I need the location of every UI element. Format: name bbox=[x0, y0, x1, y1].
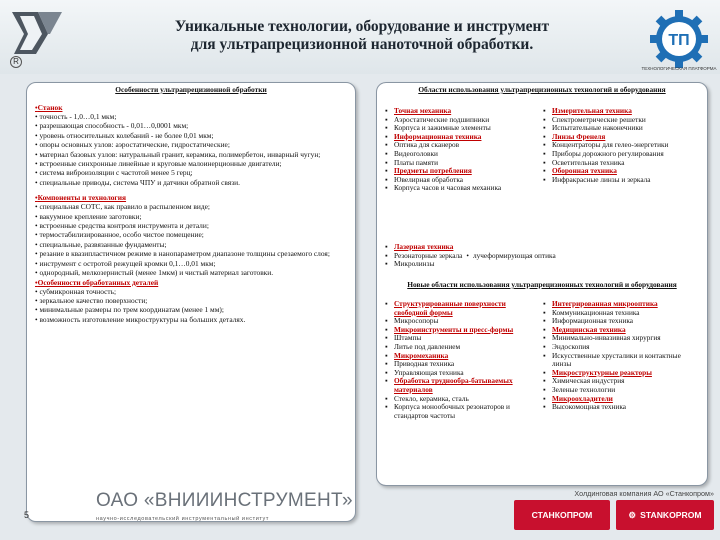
org-subtitle: научно-исследовательский инструментальный институт bbox=[96, 516, 270, 522]
list-item: • материал базовых узлов: натуральный гранит, керамика, полимербетон, инварный чугун; bbox=[35, 149, 321, 159]
list-item: ▪ Корпуса и зажимные элементы bbox=[385, 123, 491, 133]
list-item-text: Микролинзы bbox=[394, 259, 435, 269]
list-item: ▪ Спектрометрические решетки bbox=[543, 114, 646, 124]
list-item-text: Измерительная техника bbox=[552, 106, 632, 115]
list-item: ▪ Предметы потребления bbox=[385, 166, 472, 176]
list-item: • разрешающая способность - 0,01…0,0001 мкм; bbox=[35, 121, 189, 131]
list-item: ▪ Микролинзы bbox=[385, 259, 435, 269]
laser-section bbox=[385, 243, 695, 269]
stankoprom-latin-logo bbox=[616, 500, 714, 530]
list-item: ▪ Оборонная техника bbox=[543, 166, 617, 176]
gear-icon: ⚙ bbox=[628, 509, 637, 520]
list-item-text: Точная механика bbox=[394, 106, 452, 115]
list-item-text: Высокомощная техника bbox=[552, 402, 627, 412]
list-item: • опоры основных узлов: аэростатические, гидростатические; bbox=[35, 140, 230, 150]
brand-text-latin: STANKOPROM bbox=[640, 510, 702, 520]
list-item: ▪ Корпуса часов и часовая механика bbox=[385, 183, 502, 193]
list-item: ▪ Аэростатические подшипники bbox=[385, 114, 490, 124]
list-item-text: Микроструктурные реакторы bbox=[552, 367, 652, 377]
list-item-text: Интегрированная микрооптика bbox=[552, 299, 658, 308]
list-item-text: Обработка труднообра-батываемых материалов bbox=[394, 376, 513, 394]
stankoprom-cyrillic-logo bbox=[514, 500, 610, 530]
list-item: ▪ Приводная техника bbox=[385, 359, 455, 369]
list-item: • термостабилизированное, особо чистое помещение; bbox=[35, 230, 204, 240]
list-item-text: Минимально-инвазивная хирургия bbox=[552, 333, 661, 343]
list-item-text: термостабилизированное, особо чистое помещение; bbox=[39, 230, 204, 240]
list-item-text: Резонаторные зеркала bbox=[394, 250, 463, 260]
list-item: ▪ Микросопоры bbox=[385, 316, 439, 326]
list-item: • специальная СОТС, как правило в распыленном виде; bbox=[35, 202, 210, 212]
list-item: ▪ Видеоголовки bbox=[385, 148, 438, 158]
list-item: • точность - 1,0…0,1 мкм; bbox=[35, 112, 117, 121]
list-item: • возможность изготовление микроструктуры на больших деталях. bbox=[35, 314, 246, 324]
registered-mark-icon: R bbox=[10, 56, 22, 68]
section-heading-text: Компоненты и технология bbox=[37, 193, 127, 203]
title-line-2: для ультрапрецизионной наноточной обработки. bbox=[190, 36, 534, 53]
new-applications-column-1 bbox=[385, 300, 535, 420]
list-item-text: Испытательные наконечники bbox=[552, 123, 643, 133]
list-item: • однородный, мелкозернистый (менее 1мкм) и чистый материал заготовки. bbox=[35, 268, 274, 278]
list-item: ▪ Эндоскопия bbox=[543, 341, 590, 351]
list-item-text: Коммуникационная техника bbox=[552, 307, 640, 317]
list-item: ▪ Резонаторные зеркала • лучеформирующая оптика bbox=[385, 250, 556, 260]
org-name: ОАО «ВНИИИНСТРУМЕНТ» bbox=[96, 490, 353, 511]
list-item-text: Корпуса и зажимные элементы bbox=[394, 123, 491, 133]
list-item-text: Осветительная техника bbox=[552, 157, 625, 167]
list-item-text: Медицинская техника bbox=[552, 324, 626, 334]
section-heading-text: Станок bbox=[37, 103, 63, 112]
list-item: ▪ Информационная техника bbox=[385, 131, 482, 141]
list-item-text: Информационная техника bbox=[552, 316, 634, 326]
list-item-text: материал базовых узлов: натуральный гранит, керамика, полимербетон, инварный чугун; bbox=[39, 149, 321, 159]
list-item-text: система виброизоляции с частотой менее 5 герц; bbox=[39, 168, 193, 178]
list-item: ▪ Концентраторы для гелео-энергетики bbox=[543, 140, 669, 150]
list-item: • специальные, развязанные фундаменты; bbox=[35, 239, 167, 249]
list-item-text: Приборы дорожного регулирования bbox=[552, 148, 664, 158]
list-item: ▪ Стекло, керамика, сталь bbox=[385, 393, 469, 403]
list-item: • вакуумное крепление заготовки; bbox=[35, 211, 142, 221]
list-item: • субмикронная точность; bbox=[35, 286, 117, 296]
section-heading-components: •Компоненты и технология bbox=[35, 193, 127, 203]
list-item: ▪ Приборы дорожного регулирования bbox=[543, 148, 664, 158]
list-item: ▪ Минимально-инвазивная хирургия bbox=[543, 333, 661, 343]
list-item-text: вакуумное крепление заготовки; bbox=[39, 211, 142, 221]
list-item-text: опоры основных узлов: аэростатические, гидростатические; bbox=[39, 140, 230, 150]
list-item-text: Стекло, керамика, сталь bbox=[394, 393, 469, 403]
list-item-text: Информационная техника bbox=[394, 131, 482, 141]
list-item: • минимальные размеры по трем координатам (менее 1 мм); bbox=[35, 305, 224, 315]
list-item-text: Литье под давлением bbox=[394, 341, 461, 351]
brand-text-cyrillic: СТАНКОПРОМ bbox=[531, 510, 593, 520]
list-item-text: разрешающая способность - 0,01…0,0001 мкм; bbox=[39, 121, 189, 131]
list-item: • уровень относительных колебаний - не более 0,01 мкм; bbox=[35, 130, 214, 140]
list-item: ▪ Зеленые технологии bbox=[543, 384, 616, 394]
list-item: ▪ Ювелирная обработка bbox=[385, 174, 464, 184]
list-item-text: зеркальное качество поверхности; bbox=[39, 295, 148, 305]
list-item: ▪ Лазерная техника bbox=[385, 242, 454, 251]
list-item-text: специальные, развязанные фундаменты; bbox=[39, 239, 167, 249]
list-item-text: Линзы Френеля bbox=[552, 131, 606, 141]
list-item: • встроенные синхронные линейные и круговые малоинерционные двигатели; bbox=[35, 159, 282, 169]
list-item-text: Лазерная техника bbox=[394, 242, 454, 251]
list-item: ▪ Оптика для сканеров bbox=[385, 140, 460, 150]
list-item: • резание в квазипластичном режиме в нанопараметром диапазоне толщины срезаемого слоя; bbox=[35, 249, 330, 259]
list-item: • специальные приводы, система ЧПУ и датчики обратной связи. bbox=[35, 177, 240, 187]
applications-column-2 bbox=[543, 107, 699, 184]
list-item: ▪ Инфракрасные линзы и зеркала bbox=[543, 174, 651, 184]
list-item-text: Зеленые технологии bbox=[552, 384, 616, 394]
list-item: ▪ Информационная техника bbox=[543, 316, 634, 326]
section-heading-text: Особенности обработанных деталей bbox=[37, 277, 159, 287]
list-item: • система виброизоляции с частотой менее 5 герц; bbox=[35, 168, 193, 178]
list-item-text: Оборонная техника bbox=[552, 166, 617, 176]
list-item-text: Штампы bbox=[394, 333, 422, 343]
list-item: ▪ Штампы bbox=[385, 333, 422, 343]
tp-logo-subtitle: ТЕХНОЛОГИЧЕСКАЯ ПЛАТФОРМА bbox=[641, 66, 717, 71]
list-item: ▪ Медицинская техника bbox=[543, 324, 626, 334]
list-item-text: уровень относительных колебаний - не более 0,01 мкм; bbox=[39, 130, 214, 140]
list-item-text: Корпуса монообочных резонаторов и стандартов частоты bbox=[394, 402, 510, 420]
list-item: ▪ Платы памяти bbox=[385, 157, 439, 167]
list-item: ▪ Управляющая техника bbox=[385, 367, 464, 377]
list-item: ▪ Микроохладители bbox=[543, 393, 613, 403]
list-item-text: Платы памяти bbox=[394, 157, 439, 167]
list-item: ▪ Искусственные хрусталики и контактные линзы bbox=[543, 352, 701, 369]
list-item: • инструмент с остротой режущей кромки 0,1…0,01 мкм; bbox=[35, 258, 216, 268]
list-item: ▪ Линзы Френеля bbox=[543, 131, 606, 141]
list-item: ▪ Структурированные поверхности свободной формы bbox=[385, 300, 535, 317]
list-item: ▪ Микромеханика bbox=[385, 350, 449, 360]
list-item-text: специальные приводы, система ЧПУ и датчики обратной связи. bbox=[39, 177, 240, 187]
list-item-text: Структурированные поверхности свободной формы bbox=[394, 299, 506, 317]
list-item-text: Микроинструменты и пресс-формы bbox=[394, 324, 514, 334]
holding-caption: Холдинговая компания АО «Станкопром» bbox=[574, 489, 714, 498]
list-item: ▪ Точная механика bbox=[385, 106, 452, 115]
new-applications-title: Новые области использования ультрапрецизионных технологий и оборудования bbox=[407, 280, 677, 289]
list-item-text: Корпуса часов и часовая механика bbox=[394, 183, 502, 193]
list-item-text: Видеоголовки bbox=[394, 148, 438, 158]
features-panel-title: Особенности ультрапрецизионной обработки bbox=[115, 85, 267, 94]
new-applications-column-2 bbox=[543, 300, 701, 412]
section-heading-machine: •Станок bbox=[35, 103, 63, 112]
list-item-text: Эндоскопия bbox=[552, 341, 590, 351]
header bbox=[0, 0, 720, 74]
title-line-1: Уникальные технологии, оборудование и инструмент bbox=[174, 18, 550, 35]
list-item-text: специальная СОТС, как правило в распыленном виде; bbox=[39, 202, 210, 212]
list-item-text: Приводная техника bbox=[394, 359, 455, 369]
page-number: 5 bbox=[24, 510, 30, 520]
list-item-text: точность - 1,0…0,1 мкм; bbox=[39, 112, 117, 121]
page-title bbox=[92, 18, 632, 54]
applications-column-1 bbox=[385, 107, 535, 193]
list-item-text: Микросопоры bbox=[394, 316, 439, 326]
list-item: ▪ Микроструктурные реакторы bbox=[543, 367, 652, 377]
list-item: ▪ Осветительная техника bbox=[543, 157, 625, 167]
applications-panel-title: Области использования ультрапрецизионных технологий и оборудования bbox=[418, 85, 666, 94]
list-item-text: Микромеханика bbox=[394, 350, 449, 360]
list-item-text: Управляющая техника bbox=[394, 367, 464, 377]
list-item-text: встроенные синхронные линейные и круговые малоинерционные двигатели; bbox=[39, 159, 282, 169]
list-item: ▪ Микроинструменты и пресс-формы bbox=[385, 324, 514, 334]
list-item-text: Инфракрасные линзы и зеркала bbox=[552, 174, 651, 184]
list-item: ▪ Измерительная техника bbox=[543, 106, 632, 115]
list-item-text: Спектрометрические решетки bbox=[552, 114, 646, 124]
list-item-text: встроенные средства контроля инструмента и детали; bbox=[39, 221, 209, 231]
list-item: ▪ Испытательные наконечники bbox=[543, 123, 643, 133]
list-item: ▪ Литье под давлением bbox=[385, 341, 461, 351]
features-panel bbox=[26, 82, 356, 522]
list-item-text: однородный, мелкозернистый (менее 1мкм) и чистый материал заготовки. bbox=[39, 268, 274, 278]
list-item: ▪ Интегрированная микрооптика bbox=[543, 299, 658, 308]
list-item-text: инструмент с остротой режущей кромки 0,1…0,01 мкм; bbox=[39, 258, 216, 268]
list-item-text: Химическая индустрия bbox=[552, 376, 625, 386]
list-item-text: резание в квазипластичном режиме в нанопараметром диапазоне толщины срезаемого слоя; bbox=[39, 249, 330, 259]
list-item: ▪ Химическая индустрия bbox=[543, 376, 625, 386]
list-item-text: Предметы потребления bbox=[394, 166, 472, 176]
list-item-text: Оптика для сканеров bbox=[394, 140, 460, 150]
tp-logo-text: ТП bbox=[668, 32, 690, 49]
list-item-text: Микроохладители bbox=[552, 393, 613, 403]
list-item: ▪ Высокомощная техника bbox=[543, 402, 627, 412]
list-item: • зеркальное качество поверхности; bbox=[35, 295, 148, 305]
applications-panel bbox=[376, 82, 708, 486]
list-item-text: Аэростатические подшипники bbox=[394, 114, 490, 124]
list-item-text: Искусственные хрусталики и контактные линзы bbox=[552, 350, 681, 369]
list-item-text: возможность изготовление микроструктуры на больших деталях. bbox=[39, 314, 246, 324]
list-item-text: Ювелирная обработка bbox=[394, 174, 464, 184]
list-item-text: субмикронная точность; bbox=[39, 286, 117, 296]
list-item: ▪ Коммуникационная техника bbox=[543, 307, 640, 317]
list-item-text: минимальные размеры по трем координатам (менее 1 мм); bbox=[39, 305, 224, 315]
vniiinstrument-logo-icon bbox=[8, 8, 66, 58]
list-item-text: Концентраторы для гелео-энергетики bbox=[552, 140, 669, 150]
list-item: ▪ Корпуса монообочных резонаторов и стандартов частоты bbox=[385, 403, 535, 420]
tp-gear-logo-icon bbox=[650, 10, 708, 68]
section-heading-parts: •Особенности обработанных деталей bbox=[35, 277, 159, 287]
list-item: ▪ Обработка труднообра-батываемых материалов bbox=[385, 377, 535, 394]
list-item: • встроенные средства контроля инструмента и детали; bbox=[35, 221, 209, 231]
list-item-text: лучеформирующая оптика bbox=[472, 250, 556, 260]
